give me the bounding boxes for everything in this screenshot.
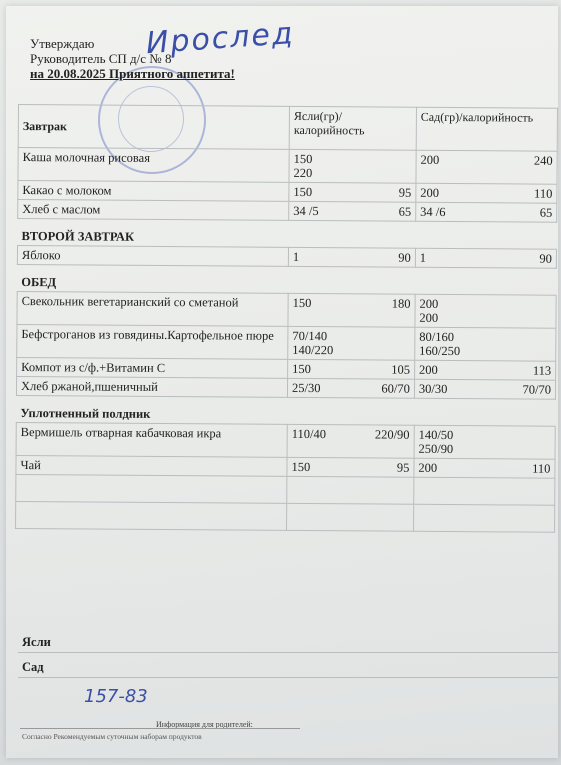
nursery-value: 150 (293, 184, 313, 200)
nursery-calories: 95 (396, 460, 410, 475)
handwritten-note: 157-83 (84, 686, 148, 707)
header-garden: Сад(гр)/калорийность (416, 107, 557, 151)
garden-cell (414, 360, 555, 380)
garden-value: 34 /6 (420, 204, 446, 219)
nursery-value: 150 (292, 295, 312, 311)
section-title-lunch: ОБЕД (17, 264, 556, 295)
garden-calories: 70/70 (522, 382, 552, 397)
garden-cell (415, 248, 556, 268)
nursery-value: 110/40 (291, 426, 327, 442)
nursery-value: 140/220 (292, 342, 334, 358)
nursery-calories: 220/90 (374, 427, 410, 442)
table-row (18, 148, 557, 185)
empty-row (16, 474, 555, 505)
menu-table (15, 104, 558, 533)
section-title-second-breakfast: ВТОРОЙ ЗАВТРАК (18, 219, 557, 250)
dish-name: Яблоко (17, 246, 288, 267)
garden-cell (415, 294, 556, 328)
garden-value: 250/90 (418, 441, 454, 457)
garden-cell (416, 150, 557, 184)
divider (20, 728, 300, 729)
nursery-calories: 65 (398, 204, 412, 219)
section-row (18, 219, 557, 250)
nursery-value: 34 /5 (293, 203, 319, 219)
garden-cell (415, 327, 556, 361)
garden-value: 160/250 (419, 343, 461, 359)
nursery-value: 70/140 (292, 328, 328, 344)
garden-value: 1 (419, 250, 427, 265)
nursery-value: 150 (293, 151, 313, 167)
garden-calories: 110 (534, 186, 553, 201)
nursery-value: 25/30 (291, 380, 321, 396)
nursery-cell (289, 149, 416, 183)
dish-name: Компот из с/ф.+Витамин С (17, 357, 288, 378)
nursery-cell (287, 457, 414, 477)
garden-cell (414, 379, 555, 399)
menu-sheet (6, 6, 558, 758)
nursery-cell (287, 424, 414, 458)
dish-name: Хлеб с маслом (18, 200, 289, 221)
garden-value: 140/50 (418, 427, 454, 443)
nursery-cell (288, 247, 415, 267)
nursery-summary: Ясли (18, 628, 558, 653)
dish-name: Хлеб ржаной,пшеничный (16, 376, 287, 397)
nursery-value: 1 (292, 249, 300, 264)
table-row (16, 422, 555, 459)
header-nursery: Ясли(гр)/калорийность (289, 106, 416, 150)
section-row (16, 395, 555, 426)
nursery-calories: 180 (391, 296, 411, 311)
garden-calories: 113 (532, 363, 552, 378)
dish-name: Свекольник вегетарианский со сметаной (17, 291, 288, 326)
nursery-cell (289, 201, 416, 221)
dish-name: Каша молочная рисовая (18, 148, 289, 183)
date-line: на 20.08.2025 Приятного аппетита! (30, 66, 235, 81)
nursery-calories: 105 (391, 362, 411, 377)
garden-value: 200 (418, 362, 438, 377)
nursery-cell (288, 293, 415, 327)
table-row (17, 324, 556, 361)
nursery-cell (287, 378, 414, 398)
section-row (17, 264, 556, 295)
approve-text: Утверждаю (30, 36, 95, 51)
nursery-cell (288, 359, 415, 379)
nursery-value: 220 (293, 165, 313, 181)
garden-value: 30/30 (418, 381, 448, 397)
garden-summary: Сад (18, 653, 558, 678)
garden-value: 200 (420, 152, 440, 167)
signature: Ирослед (144, 15, 296, 62)
nursery-value: 150 (292, 361, 311, 377)
garden-cell (414, 425, 555, 459)
dish-name: Какао с молоком (18, 181, 289, 202)
garden-calories: 90 (539, 251, 552, 266)
garden-value: 200 (418, 460, 438, 475)
nursery-calories: 60/70 (381, 381, 410, 396)
document-header (30, 36, 235, 81)
garden-calories: 240 (533, 153, 553, 168)
footnote: Согласно Рекомендуемым суточным наборам продуктов (22, 732, 202, 741)
garden-cell (416, 202, 557, 222)
dish-name: Чай (16, 455, 287, 476)
head-text: Руководитель СП д/с № 8 (30, 51, 172, 66)
empty-row (16, 501, 555, 532)
table-row (17, 291, 556, 328)
garden-cell (416, 183, 557, 203)
garden-calories: 110 (532, 461, 551, 476)
nursery-value: 150 (291, 459, 311, 475)
garden-value: 80/160 (419, 329, 455, 345)
summary-box (18, 628, 558, 678)
dish-name: Вермишель отварная кабачковая икра (16, 422, 287, 457)
header-breakfast: Завтрак (18, 105, 289, 150)
section-title-snack: Уплотненный полдник (16, 395, 555, 426)
nursery-cell (288, 326, 415, 360)
garden-cell (414, 458, 555, 478)
garden-value: 200 (419, 296, 439, 311)
garden-calories: 65 (539, 205, 553, 220)
garden-value: 200 (419, 310, 439, 325)
dish-name: Бефстроганов из говядины.Картофельное пюре (17, 324, 288, 359)
nursery-cell (289, 182, 416, 202)
nursery-calories: 90 (398, 250, 411, 265)
parents-info: Информация для родителей: (156, 720, 253, 729)
nursery-calories: 95 (398, 185, 412, 200)
table-header-row (18, 105, 557, 152)
garden-value: 200 (420, 185, 440, 200)
